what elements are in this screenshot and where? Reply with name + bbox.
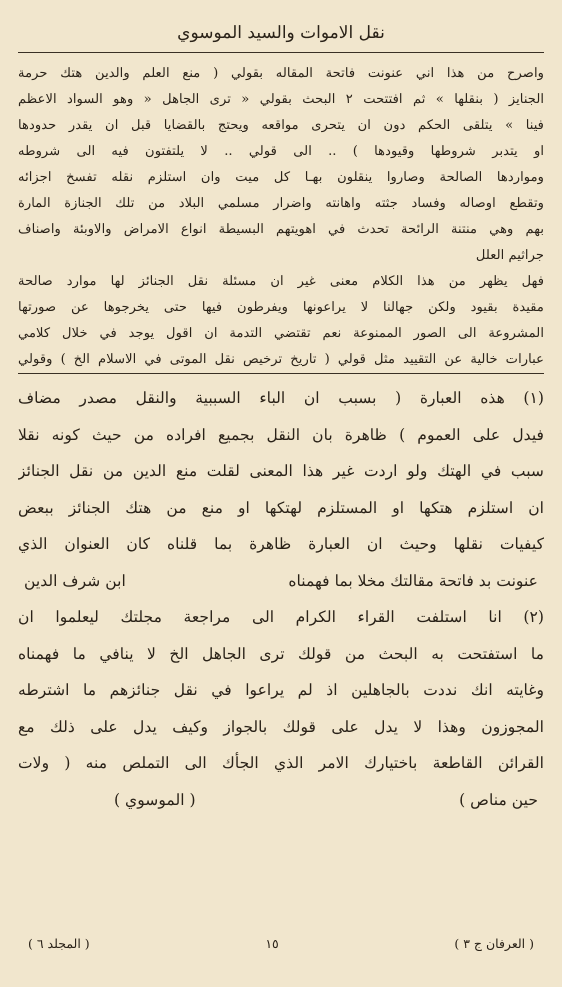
footnote-line: وغايته انك نددت بالجاهلين اذ لم يراعوا في نقل جنائزهم ما اشترطه <box>18 681 544 699</box>
footnote-line: فيدل على العموم ) ظاهرة بان النقل بجميع افراده من حيث كونه نقلا <box>18 425 544 444</box>
text-line: فينا » يتلقى الحكم دون ان يتحرى مواقعه ويحتج بالقضايا قبل ان يقدر حدودها <box>18 118 544 133</box>
footnotes <box>18 380 544 818</box>
footnote-rule <box>18 373 544 374</box>
footnote-line: عنونت بد فاتحة مقالتك مخلا بما فهمناه <box>288 571 538 590</box>
footnote-line: (١) هذه العبارة ( بسبب ان الباء السببية والنقل مصدر مضاف <box>18 389 544 407</box>
text-line: وتقطع اوصاله وفساد جثته واهانته واضرار مسلمي البلاد من تلك الجنازة المارة <box>18 196 544 211</box>
journal-volume: ( المجلد ٦ ) <box>28 936 90 951</box>
page-number: ١٥ <box>265 936 279 951</box>
text-line: عبارات خالية عن التقييد مثل قولي ( تاريخ ترخيص نقل الموتى في الاسلام الخ ) وقولي <box>18 352 544 367</box>
text-line: المشروعة الى الصور الممنوعة نعم تقتضي التدمة ان اقول يوجد في خلال كلامي <box>18 326 544 341</box>
page-footer <box>28 932 534 956</box>
header-rule <box>18 52 544 53</box>
footnote-line: (٢) انا استلفت القراء الكرام الى مراجعة مجلتك ليعلموا ان <box>18 608 544 626</box>
main-text <box>18 61 544 373</box>
text-line: جراثيم العلل <box>475 248 544 263</box>
running-head: نقل الاموات والسيد الموسوي <box>177 23 385 43</box>
footnote-line: حين مناص ) <box>459 790 538 809</box>
text-line: بهم وهي منتنة الرائحة تحدث في اهويتهم البسيطة انواع الامراض والاوبئة واصناف <box>18 222 544 237</box>
text-line: او يتدبر شروطها وقيودها ) .. الى قولي .. لا يلتفتون فيه الى شروطه <box>18 144 544 159</box>
footnote-signature: ( الموسوي ) <box>114 790 196 809</box>
journal-issue: ( العرفان ج ٣ ) <box>454 936 534 951</box>
footnote-line: سبب في الهتك ولو اردت غير هذا المعنى لقلت منع الدين من نقل الجنائز <box>18 462 544 480</box>
text-line: واصرح من هذا اني عنونت فاتحة المقاله بقولي ( منع العلم والدين هتك حرمة <box>18 66 544 81</box>
footnote-2-closing <box>18 782 544 819</box>
text-line: الجنايز ( بنقلها » ثم افتتحت ٢ البحث بقولي « ترى الجاهل « وهو السواد الاعظم <box>18 92 544 107</box>
footnote-line: ان استلزم هتكها او المستلزم لهتكها او منع من هتك الجنائز ببعض <box>18 498 544 517</box>
footnote-signature: ابن شرف الدين <box>24 571 126 590</box>
footnote-line: المجوزون وهذا لا يدل على قولك بالجواز وكيف يدل على ذلك مع <box>18 717 544 736</box>
text-line: فهل يظهر من هذا الكلام معنى غير ان مسئلة نقل الجنائز لها موارد صالحة <box>18 274 544 289</box>
footnote-line: كيفيات نقلها وحيث ان العبارة ظاهرة بما قلناه كان العنوان الذي <box>18 535 544 553</box>
footnote-line: القرائن القاطعة باختيارك الامر الذي الجأك الى التملص منه ( ولات <box>18 754 544 772</box>
footnote-line: ما استفتحت به البحث من قولك ترى الجاهل الخ لا ينافي ما فهمناه <box>18 644 544 663</box>
text-line: مقيدة بقيود ولكن جهالنا لا يراعونها ويفرطون فيها حتى يخرجوها عن صورتها <box>18 300 544 315</box>
text-line: ومواردها الصالحة وصاروا ينقلون بهـا كل ميت وان استلزم نقله تفسخ اجزائه <box>18 170 544 185</box>
footnote-1-closing <box>18 563 544 600</box>
